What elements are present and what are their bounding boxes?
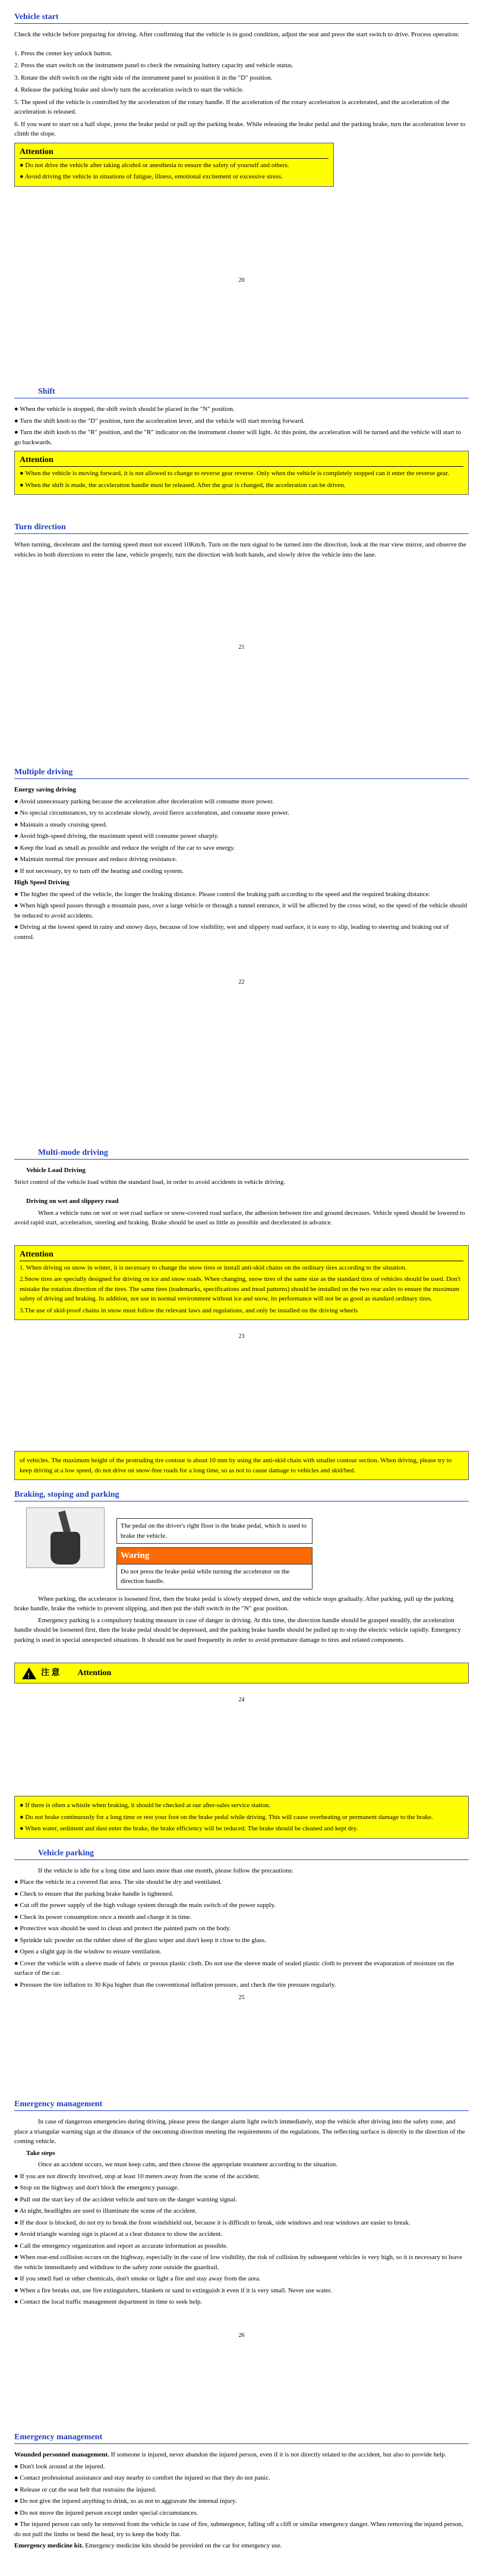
section-title: Shift <box>14 381 469 398</box>
attention-item: ● Avoid driving the vehicle in situations of fatigue, illness, emotional excitement or excessive stress. <box>20 173 283 180</box>
turn-text: When turning, decelerate and the turning speed must not exceed 10Km/h. Turn on the turn signal to be turned into the direction, look at the rear view mirror, and observe the vehicles in both directions to enter the lane, vehicle properly, turn the direction with both hands, and slowly drive the vehicle into the lane. <box>14 541 466 558</box>
energy-item: ● Keep the load as small as possible and reduce the weight of the car to save energy. <box>14 844 235 852</box>
subheading: Wounded personnel management. <box>14 2451 109 2458</box>
section-title: Emergency management <box>14 2426 469 2444</box>
wounded-item: ● Don't look around at the injured. <box>14 2462 105 2470</box>
energy-item: ● Avoid high-speed driving, the maximum speed will consume power sharply. <box>14 833 219 840</box>
energy-item: ● Avoid unnecessary parking because the acceleration after deceleration will consume more power. <box>14 797 274 805</box>
subheading: Vehicle Load Driving <box>26 1167 86 1174</box>
subheading: Take steps <box>26 2149 55 2157</box>
section-title: Vehicle parking <box>14 1842 469 1860</box>
section-title: Multi-mode driving <box>14 1142 469 1160</box>
step: 3. Rotate the shift switch on the right side of the instrument panel to position it in the "D" position. <box>14 74 273 81</box>
subheading: High Speed Driving <box>14 879 70 886</box>
shift-item: ● Turn the shift knob to the "R" position, and the "R" indicator on the instrument cluster will light. At this point, the acceleration will be turned and the vehicle will start to go backwards. <box>14 429 462 446</box>
page-number: 26 <box>238 2332 245 2339</box>
step: 4. Release the parking brake and slowly turn the acceleration switch to start the vehicle. <box>14 86 244 93</box>
parking-item: ● Check its power consumption once a month and charge it in time. <box>14 1913 192 1921</box>
attention-item: 1. When driving on snow in winter, it is necessary to change the snow tires or install anti-skid chains on the ordinary tires according to the situation. <box>20 1264 407 1271</box>
emergency-parking-text: Emergency parking is a compulsory braking measure in case of danger in driving. At this time, the direction handle should be grasped steadily, the acceleration handle should be loosened first, then the brake pedal should be depressed, and the parking brake handle should be pulled up to stop the electric vehicle rapidly. Emergency parking is used in special unexpected situations. It should not be used frequently in order to avoid premature damage to tires and related components. <box>14 1616 461 1644</box>
parking-item: ● Pressure the tire inflation to 30 Kpa higher than the conventional inflation pressure, and check the tire pressure regularly. <box>14 1981 336 1988</box>
attention-continued <box>14 1451 469 1480</box>
emergency-item: ● When a fire breaks out, use fire extinguishers, blankets or sand to extinguish it even if it is very small. Never use water. <box>14 2286 332 2294</box>
section-emergency <box>14 2093 469 2426</box>
emergency-item: ● At night, headlights are used to illuminate the scene of the accident. <box>14 2207 197 2214</box>
parking-item: ● Cover the vehicle with a sleeve made of fabric or porous plastic cloth. Do not use the sleeve made of sealed plastic cloth to prevent the evaporation of moisture on the surface of the car. <box>14 1959 454 1977</box>
shift-item: ● When the vehicle is stopped, the shift switch should be placed in the "N" position. <box>14 406 235 413</box>
attention-item: 3.The use of skid-proof chains in snow must follow the relevant laws and regulations, and only be installed on the driving wheels <box>20 1306 358 1314</box>
attention-item: of vehicles. The maximum height of the protruding tire contour is about 10 mm by using the anti-skid chain with smaller contour section. When driving, please try to keep driving at a low speed, do not drive on snow-free roads for a long time, so as not to cause damage to vehicles and skid/bed. <box>20 1457 452 1474</box>
wounded-text: If someone is injured, never abandon the injured person, even if it is not directly related to the accident, but also to provide help. <box>111 2451 447 2458</box>
wet-text: When a vehicle runs on wet or wet road surface or snow-covered road surface, the adhesion between tire and ground decreases. Vehicle speed should be lowered to avoid rapid start, acceleration, steering and braking. Brake should be used as little as possible and decelerated in advance. <box>14 1209 465 1226</box>
high-item: ● The higher the speed of the vehicle, the longer the braking distance. Please control the braking path according to the speed and the required braking distance. <box>14 890 431 898</box>
parking-item: ● Protective wax should be used to clean and protect the painted parts on the body. <box>14 1925 231 1932</box>
shift-item: ● Turn the shift knob to the "D" position, turn the acceleration lever, and the vehicle will start moving forward. <box>14 417 305 425</box>
section-multiple-driving <box>14 761 469 1142</box>
step: 5. The speed of the vehicle is controlled by the acceleration of the rotary handle. If the acceleration of the rotary acceleration is accelerated, and the acceleration of the acceleration is released. <box>14 98 450 115</box>
attention-item: ● If there is often a whistle when braking, it should be checked at our after-sales service station. <box>20 1802 271 1809</box>
emergency-item: ● Avoid triangle warning sign is placed at a clear distance to show the accident. <box>14 2231 223 2238</box>
warning-triangle-icon: ! <box>22 1667 36 1679</box>
attention-symbol: 注 意 <box>41 1669 60 1677</box>
section-title: Braking, stoping and parking <box>14 1484 469 1501</box>
attention-item: ● When the vehicle is moving forward, it is not allowed to change to reverse gear reverse. Only when the vehicle is completely stopped can it enter the reverse gear. <box>20 470 450 477</box>
section-title: Emergency management <box>14 2093 469 2111</box>
subheading: Emergency medicine kit. <box>14 2542 84 2549</box>
attention-banner <box>14 1663 469 1683</box>
attention-box <box>14 451 469 495</box>
step: 2. Press the start switch on the instrument panel to check the remaining battery capacity and vehicle status. <box>14 62 293 69</box>
section-title: Multiple driving <box>14 761 469 779</box>
wounded-item: ● Release or cut the seat belt that restrains the injured. <box>14 2486 157 2493</box>
attention-item: 2.Snow tires are specially designed for driving on ice and snow roads. When changing, snow tires of the same size as the standard tires of vehicles should be used. Don't mistake the rotation direction of the tires. The same tires (trademarks, specifications and tread patterns) should be installed on the two rear axles to ensure the maximum safety of driving and braking. In addition, not use in normal environment without ice and snow, its performance will not be as good as standard ordinary tires. <box>20 1276 460 1302</box>
emergency-item: ● If you are not directly involved, stop at least 10 meters away from the scene of the accident. <box>14 2172 260 2180</box>
attention-item: ● When water, sediment and dust enter the brake, the brake efficiency will be reduced. The brake should be cleaned and kept dry. <box>20 1825 358 1832</box>
page-number: 22 <box>238 979 245 985</box>
attention-title: Attention <box>20 146 329 159</box>
section-shift <box>14 381 469 761</box>
warning-title: Waring <box>116 1547 312 1565</box>
parking-item: ● Place the vehicle in a covered flat area. The site should be dry and ventilated. <box>14 1878 222 1886</box>
brake-pedal-image <box>26 1507 105 1568</box>
section-braking <box>14 1451 469 1796</box>
section-multi-mode <box>14 1142 469 1451</box>
wounded-item: ● The injured person can only be removed from the vehicle in case of fire, submergence, falling off a cliff or similar emergency danger. When removing the injured person, do not pull the limbs or bend the head, try to keep the body flat. <box>14 2521 463 2538</box>
energy-item: ● Maintain a steady cruising speed. <box>14 821 108 828</box>
attention-item: ● Do not brake continuously for a long time or rest your foot on the brake pedal while driving. This will cause overheating or permanent damage to the brake. <box>20 1813 433 1821</box>
energy-item: ● If not necessary, try to turn off the heating and cooling system. <box>14 867 184 875</box>
emergency-item: ● When rear-end collision occurs on the highway, especially in the case of low visibility, the risk of collision by subsequent vehicles is very high, so it is necessary to leave the vehicle immediately and withdraw to the safety zone outside the guardrail. <box>14 2254 463 2271</box>
kit-text: Emergency medicine kits should be provided on the car for emergency use. <box>85 2542 282 2549</box>
parking-item: ● Open a slight gap in the window to ensure ventilation. <box>14 1948 162 1955</box>
parking-item: ● Sprinkle talc powder on the rubber sheet of the glass wiper and don't keep it close to the glass. <box>14 1936 267 1944</box>
attention-box <box>14 1245 469 1321</box>
warning-text: Do not press the brake pedal while turning the accelerator on the direction handle. <box>116 1565 312 1589</box>
emergency-item: ● Contact the local traffic management department in time to seek help. <box>14 2298 203 2305</box>
emergency-item: ● Stop on the highway and don't block the emergency passage. <box>14 2184 179 2191</box>
parking-intro: If the vehicle is idle for a long time and lasts more than one month, please follow the precautions: <box>38 1867 293 1874</box>
section-title: Turn direction <box>14 516 469 534</box>
emergency-intro: In case of dangerous emergencies during driving, please press the danger alarm light switch immediately, stop the vehicle after driving into the safety zone, and place a triangular warning sign at the distance of the oncoming direction meeting the requirements of the regulations. The reflecting surface is directly in the direction of the coming vehicle. <box>14 2118 465 2145</box>
parking-item: ● Check to ensure that the parking brake handle is tightened. <box>14 1890 173 1898</box>
wounded-item: ● Do not give the injured anything to drink, so as not to aggravate the internal injury. <box>14 2498 237 2505</box>
page-number: 24 <box>238 1697 245 1703</box>
section-emergency-2 <box>14 2426 469 2551</box>
page-number: 20 <box>238 277 245 284</box>
emergency-item: ● Call the emergency organization and report as accurate information as possible. <box>14 2242 228 2250</box>
attention-label: Attention <box>77 1669 112 1677</box>
page-number: 25 <box>238 1994 245 2001</box>
steps-intro: Once an accident occurs, we must keep calm, and then choose the appropriate treatment according to the situation. <box>38 2161 337 2168</box>
step: 1. Press the center key unlock button. <box>14 49 112 57</box>
attention-box <box>14 1796 469 1839</box>
wounded-item: ● Contact professional assistance and stay nearby to comfort the injured so that they do not panic. <box>14 2474 270 2481</box>
energy-item: ● Maintain normal tire pressure and reduce driving resistance. <box>14 856 177 863</box>
section-parking <box>14 1796 469 2093</box>
intro-text: Check the vehicle before preparing for driving. After confirming that the vehicle is in good condition, adjust the seat and press the start switch to drive. Process operation: <box>14 31 460 38</box>
attention-title: Attention <box>20 454 463 467</box>
wounded-item: ● Do not move the injured person except under special circumstances. <box>14 2509 198 2517</box>
section-vehicle-start <box>14 0 469 381</box>
load-text: Strict control of the vehicle load within the standard load, in order to avoid accidents in vehicle driving. <box>14 1178 286 1186</box>
high-item: ● Driving at the lowest speed in rainy and snowy days, because of low visibility, wet and slippery road surface, it is easy to slip, leading to steering and braking out of control. <box>14 923 449 941</box>
attention-item: ● Do not drive the vehicle after taking alcohol or anesthesia to ensure the safety of yourself and others. <box>20 161 289 169</box>
page-number: 23 <box>238 1333 245 1340</box>
high-item: ● When high speed passes through a mountain pass, over a large vehicle or through a tunnel entrance, it will be affected by the cross wind, so the speed of the vehicle should be reduced to avoid accidents. <box>14 902 468 919</box>
emergency-item: ● Pull out the start key of the accident vehicle and turn on the danger warning signal. <box>14 2195 237 2203</box>
pedal-row <box>14 1507 469 1589</box>
energy-item: ● No special circumstances, try to accelerate slowly, avoid fierce acceleration, and consume more power. <box>14 809 289 816</box>
emergency-item: ● If you smell fuel or other chemicals, don't smoke or light a fire and stay away from the area. <box>14 2275 261 2282</box>
subheading: Driving on wet and slippery road <box>26 1198 119 1205</box>
subheading: Energy saving driving <box>14 786 76 793</box>
pedal-note: The pedal on the driver's right floor is the brake pedal, which is used to brake the vehicle. <box>116 1518 312 1544</box>
emergency-item: ● If the door is blocked, do not try to break the front windshield out, because it is difficult to break, side windows and rear windows are easier to break. <box>14 2219 411 2226</box>
page-number: 21 <box>238 644 245 651</box>
attention-box <box>14 143 334 187</box>
step: 6. If you want to start on a half slope, press the brake pedal or pull up the parking brake. While releasing the brake pedal and the parking brake, turn the acceleration lever to climb the slope. <box>14 120 466 137</box>
parking-text: When parking, the accelerator is loosened first, then the brake pedal is slowly stepped down, and the vehicle stops gradually. After parking, pull up the parking brake handle, brake the vehicle to prevent slipping, and then put the shift switch in the "N" gear position. <box>14 1595 454 1612</box>
pedal-info <box>116 1507 312 1589</box>
attention-item: ● When the shift is made, the acceleration handle must be released. After the gear is changed, the acceleration can be driven. <box>20 481 346 489</box>
attention-title: Attention <box>20 1248 463 1261</box>
parking-item: ● Cut off the power supply of the high voltage system through the main switch of the power supply. <box>14 1902 276 1909</box>
section-title: Vehicle start <box>14 0 469 24</box>
